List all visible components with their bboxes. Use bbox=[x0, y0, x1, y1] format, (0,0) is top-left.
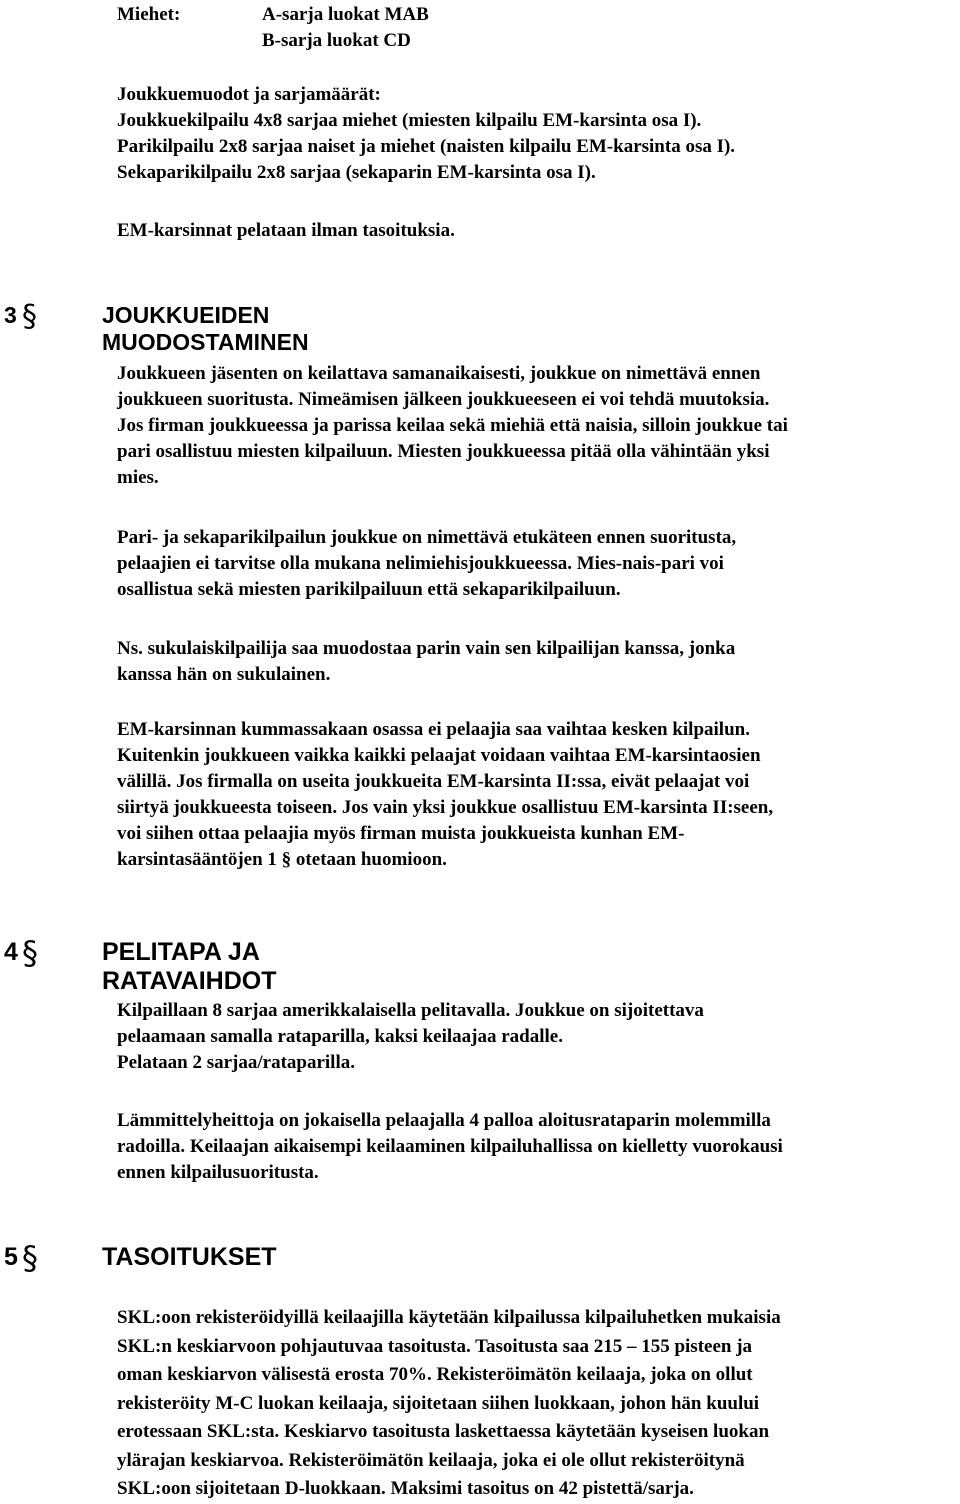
text-line: Joukkueen jäsenten on keilattava samanaikaisesti, joukkue on nimettävä ennen bbox=[117, 363, 761, 384]
section-symbol: § bbox=[22, 299, 37, 334]
text-line: Kilpaillaan 8 sarjaa amerikkalaisella pelitavalla. Joukkue on sijoitettava bbox=[117, 1000, 704, 1021]
text-line: SKL:oon rekisteröidyillä keilaajilla käytetään kilpailussa kilpailuhetken mukaisia bbox=[117, 1307, 781, 1328]
text-line: Kuitenkin joukkueen vaikka kaikki pelaajat voidaan vaihtaa EM-karsintaosien bbox=[117, 745, 761, 766]
text-line: välillä. Jos firmalla on useita joukkueita EM-karsinta II:ssa, eivät pelaajat voi bbox=[117, 771, 750, 792]
text-line: mies. bbox=[117, 467, 159, 488]
section-5-paragraph-1 bbox=[117, 1304, 781, 1504]
text-line: joukkueen suoritusta. Nimeämisen jälkeen joukkueeseen ei voi tehdä muutoksia. bbox=[117, 389, 770, 410]
text-line: ennen kilpailusuoritusta. bbox=[117, 1162, 319, 1183]
section-number: 5 bbox=[4, 1243, 18, 1271]
text-line: EM-karsinnat pelataan ilman tasoituksia. bbox=[117, 220, 455, 241]
text-line: siirtyä joukkueesta toiseen. Jos vain yksi joukkue osallistuu EM-karsinta II:seen, bbox=[117, 797, 774, 818]
section-3-paragraph-1 bbox=[117, 361, 788, 491]
text-line: SKL:oon sijoitetaan D-luokkaan. Maksimi tasoitus on 42 pistettä/sarja. bbox=[117, 1478, 694, 1499]
text-line: Pelataan 2 sarjaa/rataparilla. bbox=[117, 1052, 355, 1073]
section-3-paragraph-4 bbox=[117, 717, 773, 873]
series-line: A-sarja luokat MAB bbox=[262, 4, 429, 25]
text-line: pelaajien ei tarvitse olla mukana nelimiehisjoukkueessa. Mies-nais-pari voi bbox=[117, 553, 724, 574]
series-line: B-sarja luokat CD bbox=[262, 30, 411, 51]
text-line: Pari- ja sekaparikilpailun joukkue on nimettävä etukäteen ennen suoritusta, bbox=[117, 527, 737, 548]
section-symbol: § bbox=[22, 934, 38, 972]
section-3-paragraph-3 bbox=[117, 636, 735, 688]
text-line: Sekaparikilpailu 2x8 sarjaa (sekaparin EM-karsinta osa I). bbox=[117, 162, 596, 183]
text-line: voi siihen ottaa pelaajia myös firman muista joukkueista kunhan EM- bbox=[117, 823, 685, 844]
section-4-paragraph-1 bbox=[117, 998, 704, 1076]
text-line: Jos firman joukkueessa ja parissa keilaa sekä miehiä että naisia, silloin joukkue tai bbox=[117, 415, 788, 436]
miehet-series-list bbox=[262, 2, 429, 54]
text-line: pelaamaan samalla rataparilla, kaksi keilaajaa radalle. bbox=[117, 1026, 563, 1047]
section-4-paragraph-2 bbox=[117, 1108, 783, 1186]
section-title: JOUKKUEIDEN MUODOSTAMINEN bbox=[102, 302, 309, 355]
text-line: Joukkuekilpailu 4x8 sarjaa miehet (miesten kilpailu EM-karsinta osa I). bbox=[117, 110, 702, 131]
joukkuemuodot-paragraph bbox=[117, 82, 735, 186]
text-line: kanssa hän on sukulainen. bbox=[117, 664, 331, 685]
section-title: PELITAPA JA RATAVAIHDOT bbox=[102, 938, 277, 995]
section-symbol: § bbox=[22, 1239, 38, 1277]
text-line: Ns. sukulaiskilpailija saa muodostaa parin vain sen kilpailijan kanssa, jonka bbox=[117, 638, 736, 659]
text-line: ylärajan keskiarvoa. Rekisteröimätön keilaaja, joka ei ole ollut rekisteröitynä bbox=[117, 1449, 745, 1471]
text-line: pari osallistuu miesten kilpailuun. Miesten joukkueessa pitää olla vähintään yksi bbox=[117, 441, 770, 462]
text-line: erotessaan SKL:sta. Keskiarvo tasoitusta laskettaessa käytetään kyseisen luokan bbox=[117, 1421, 770, 1442]
section-title: TASOITUKSET bbox=[102, 1243, 277, 1271]
tasoitus-note bbox=[117, 218, 455, 244]
text-line: osallistua sekä miesten parikilpailuun että sekaparikilpailuun. bbox=[117, 579, 621, 600]
section-number: 4 bbox=[4, 938, 18, 966]
text-line: karsintasääntöjen 1 § otetaan huomioon. bbox=[117, 849, 447, 870]
text-line: Lämmittelyheittoja on jokaisella pelaajalla 4 palloa aloitusrataparin molemmilla bbox=[117, 1110, 771, 1131]
section-number: 3 bbox=[4, 302, 17, 328]
text-line: EM-karsinnan kummassakaan osassa ei pelaajia saa vaihtaa kesken kilpailun. bbox=[117, 719, 750, 740]
text-line: Joukkuemuodot ja sarjamäärät: bbox=[117, 84, 381, 105]
text-line: Parikilpailu 2x8 sarjaa naiset ja miehet (naisten kilpailu EM-karsinta osa I). bbox=[117, 136, 736, 157]
section-3-paragraph-2 bbox=[117, 525, 736, 603]
text-line: rekisteröity M-C luokan keilaaja, sijoitetaan siihen luokkaan, johon hän kuului bbox=[117, 1392, 760, 1414]
text-line: radoilla. Keilaajan aikaisempi keilaaminen kilpailuhallissa on kielletty vuorokausi bbox=[117, 1136, 783, 1157]
text-line: oman keskiarvon välisestä erosta 70%. Rekisteröimätön keilaaja, joka on ollut bbox=[117, 1364, 753, 1385]
miehet-label: Miehet: bbox=[117, 4, 181, 25]
text-line: SKL:n keskiarvoon pohjautuvaa tasoitusta. Tasoitusta saa 215 – 155 pisteen ja bbox=[117, 1335, 753, 1357]
